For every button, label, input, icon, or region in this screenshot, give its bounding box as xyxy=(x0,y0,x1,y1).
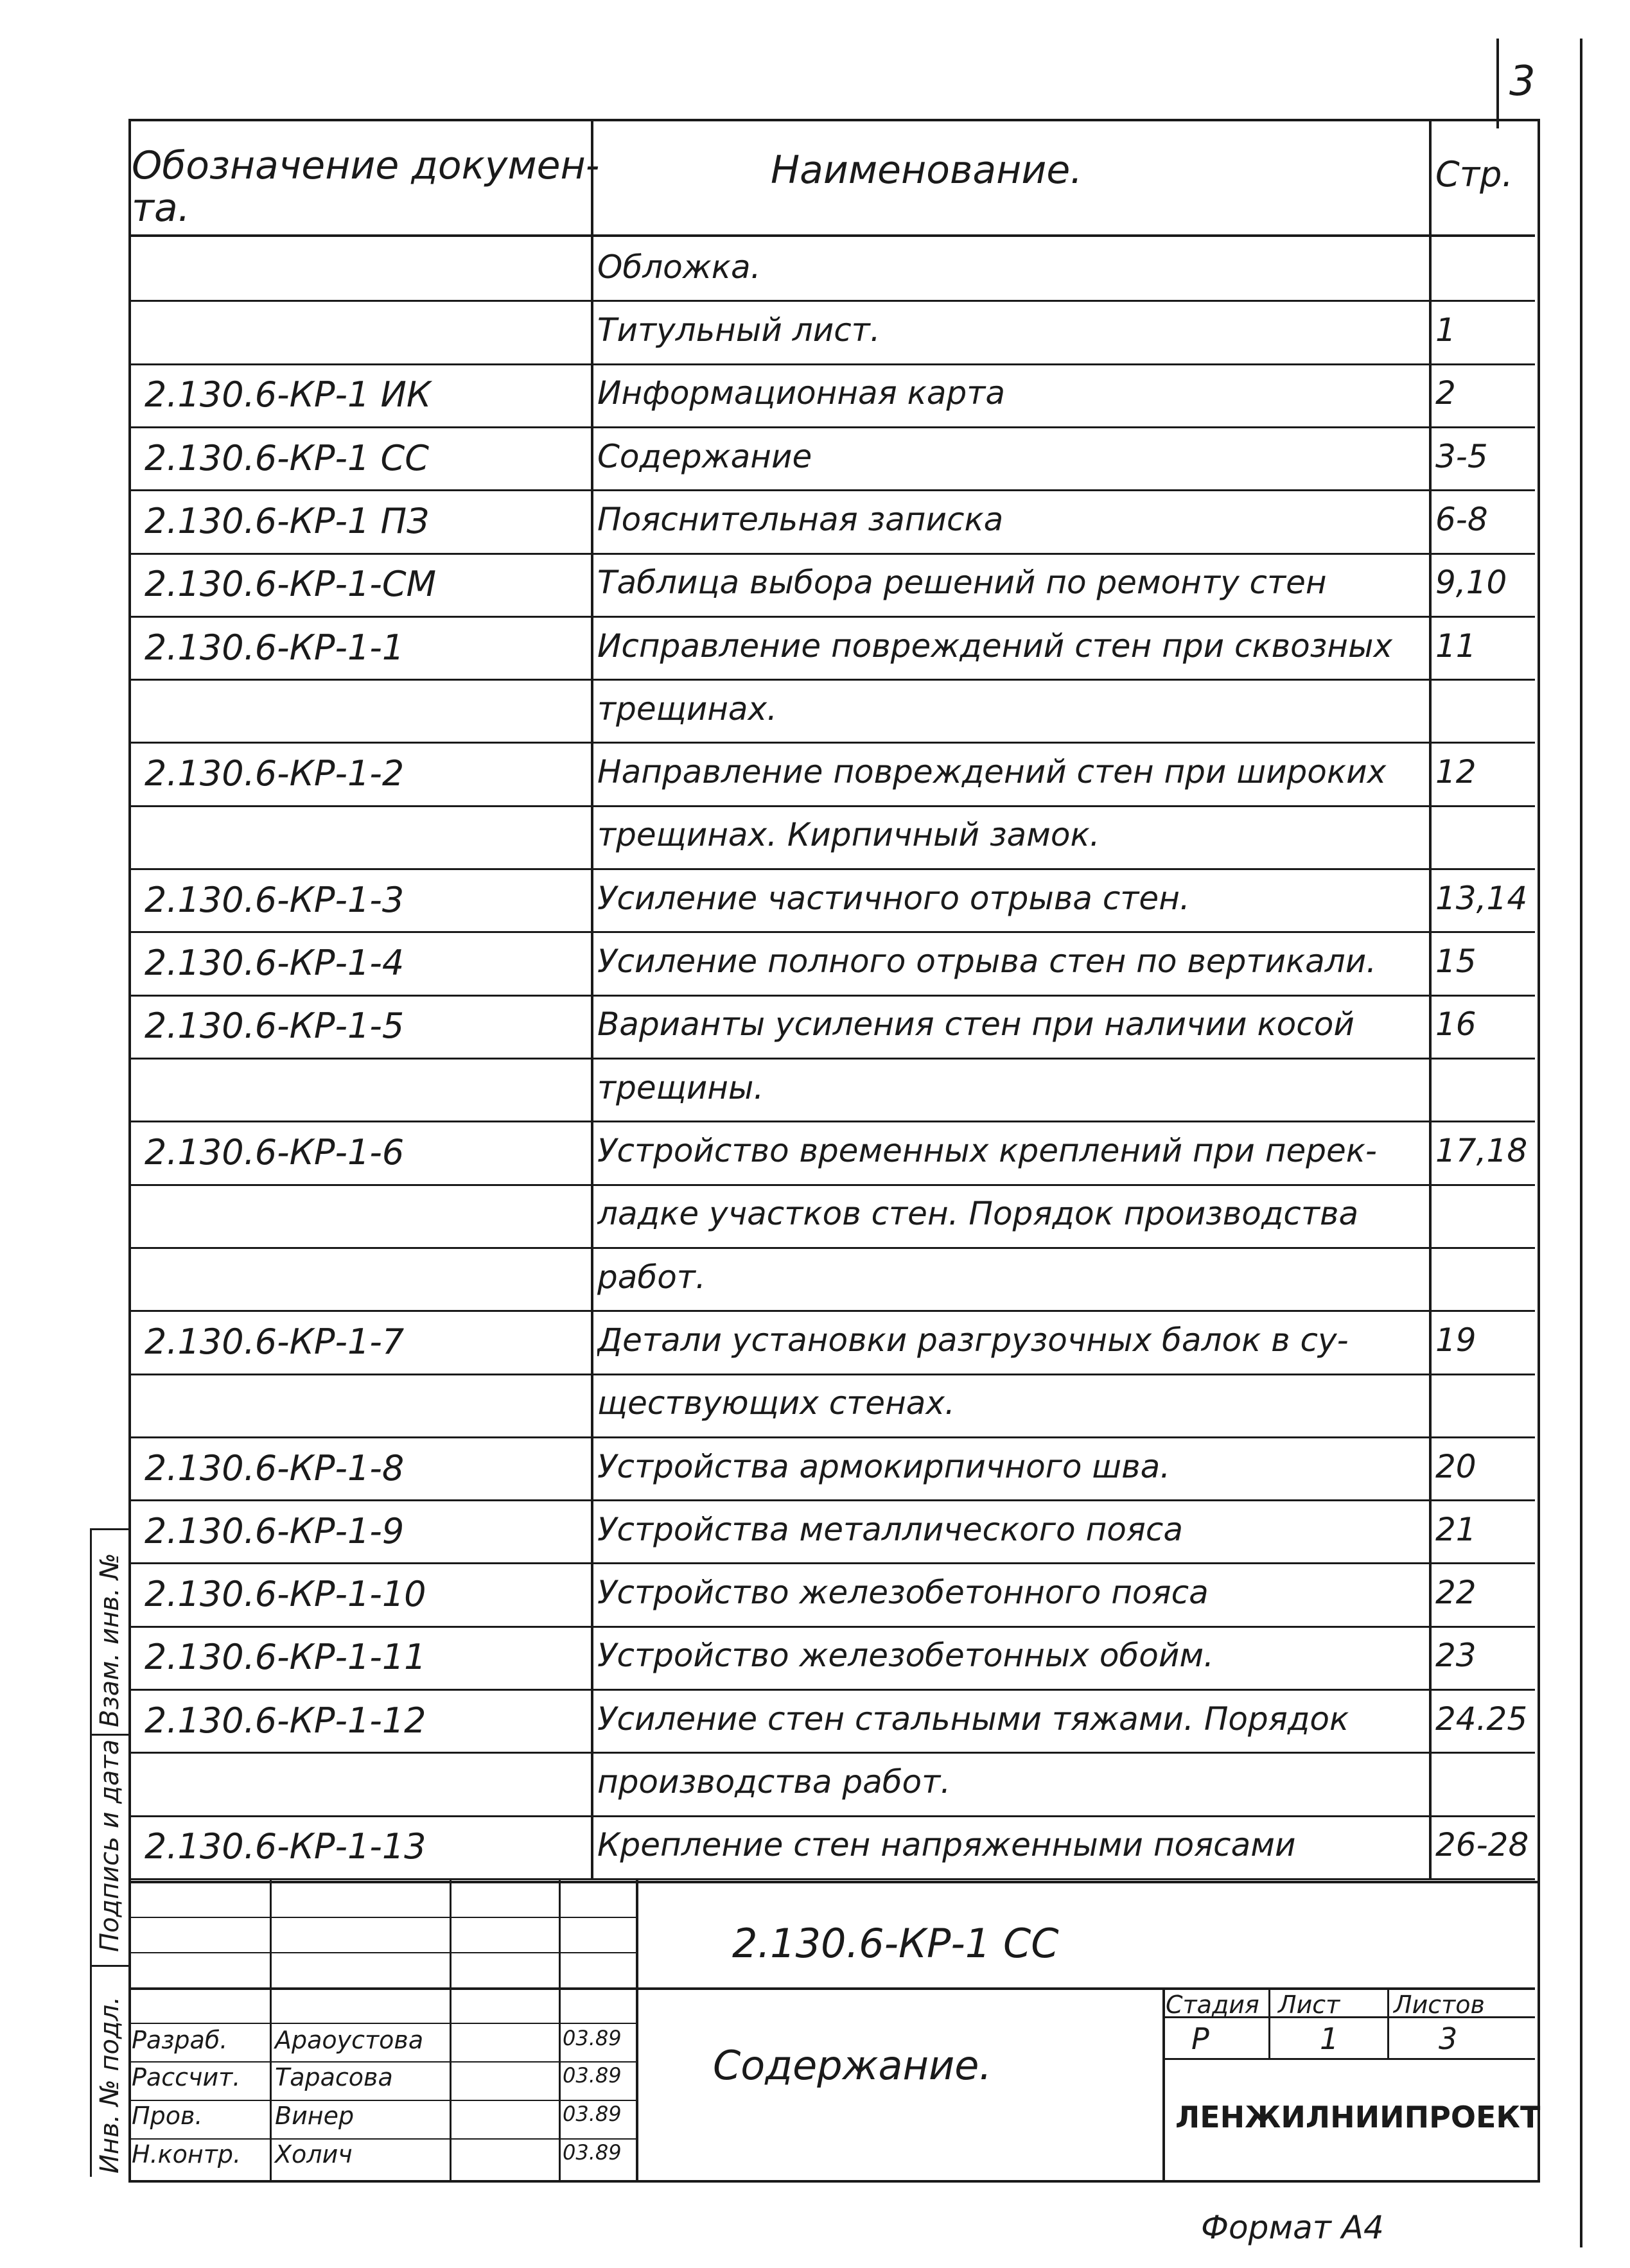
row-name: Информационная карта xyxy=(597,374,1005,412)
row-page: 11 xyxy=(1435,627,1477,665)
row-divider xyxy=(128,1499,1535,1501)
row-code: 2.130.6-КР-1-11 xyxy=(145,1637,426,1677)
row-code: 2.130.6-КР-1 ПЗ xyxy=(145,501,429,541)
stamp-person-name: Холич xyxy=(275,2140,353,2168)
row-divider xyxy=(128,1626,1535,1628)
stamp-person-role: Н.контр. xyxy=(132,2140,241,2168)
stamp-person-role: Пров. xyxy=(132,2102,203,2130)
tb-stage-v1 xyxy=(1268,1987,1270,2058)
row-divider xyxy=(128,742,1535,744)
tb-stage-h2 xyxy=(1162,2058,1535,2060)
header-bottom-line xyxy=(128,234,1535,237)
tb-vert-main xyxy=(636,1878,638,2180)
row-name: Устройство временных креплений при перек- xyxy=(597,1132,1377,1169)
row-name: Таблица выбора решений по ремонту стен xyxy=(597,564,1327,601)
tb-sig-h3 xyxy=(128,2061,636,2063)
row-name: трещины. xyxy=(597,1069,764,1106)
row-page: 15 xyxy=(1435,943,1477,980)
stamp-person-date: 03.89 xyxy=(563,2140,622,2165)
row-divider xyxy=(128,1310,1535,1312)
row-divider xyxy=(128,1247,1535,1249)
row-divider xyxy=(128,300,1535,302)
row-name: Устройство железобетонного пояса xyxy=(597,1574,1209,1611)
stamp-person-role: Разраб. xyxy=(132,2026,228,2054)
row-name: Устройство железобетонных обойм. xyxy=(597,1637,1214,1674)
row-page: 13,14 xyxy=(1435,880,1528,917)
row-name: ществующих стенах. xyxy=(597,1384,955,1422)
tb-sig-h0 xyxy=(128,1917,636,1918)
row-name: Устройства армокирпичного шва. xyxy=(597,1448,1171,1485)
row-page: 26-28 xyxy=(1435,1826,1529,1863)
tb-sig-v1 xyxy=(270,1878,272,2180)
row-divider xyxy=(128,931,1535,933)
row-page: 1 xyxy=(1435,311,1456,349)
row-page: 12 xyxy=(1435,753,1477,790)
row-name: ладке участков стен. Порядок производства xyxy=(597,1195,1359,1232)
tb-sig-v3 xyxy=(559,1878,561,2180)
row-code: 2.130.6-КР-1-СМ xyxy=(145,564,437,604)
row-page: 19 xyxy=(1435,1322,1477,1359)
stamp-person-name: Тарасова xyxy=(275,2063,393,2091)
row-name: Варианты усиления стен при наличии косой xyxy=(597,1006,1354,1043)
row-page: 9,10 xyxy=(1435,564,1507,601)
row-divider xyxy=(128,616,1535,618)
sheet-number-border xyxy=(1496,39,1499,128)
row-page: 3-5 xyxy=(1435,438,1488,475)
row-code: 2.130.6-КР-1-1 xyxy=(145,627,405,668)
stamp-sheets-label: Листов xyxy=(1394,1991,1485,2019)
header-name: Наименование. xyxy=(771,148,1083,193)
row-code: 2.130.6-КР-1-12 xyxy=(145,1700,426,1741)
stamp-sheets: 3 xyxy=(1439,2021,1458,2056)
tb-sig-v2 xyxy=(450,1878,451,2180)
side-strip-sep-1 xyxy=(90,1734,128,1736)
stamp-sheet: 1 xyxy=(1320,2021,1339,2056)
stamp-person-name: Винер xyxy=(275,2102,355,2130)
side-strip-left-line xyxy=(90,1528,92,2177)
stamp-stage-label: Стадия xyxy=(1166,1991,1259,2019)
stamp-title: Содержание. xyxy=(713,2042,992,2089)
col-sep-2 xyxy=(1429,119,1432,1878)
side-label-sign-date: Подпись и дата xyxy=(95,1739,125,1952)
tb-sig-h2 xyxy=(128,2023,636,2024)
header-designation: Обозначение докумен- та. xyxy=(132,143,600,231)
row-divider xyxy=(128,1689,1535,1691)
row-name: Детали установки разгрузочных балок в су- xyxy=(597,1322,1349,1359)
stamp-person-date: 03.89 xyxy=(563,2026,622,2050)
row-name: трещинах. xyxy=(597,690,778,728)
row-name: Усиление полного отрыва стен по вертикали. xyxy=(597,943,1377,980)
side-strip-sep-2 xyxy=(90,1965,128,1967)
row-divider xyxy=(128,1374,1535,1375)
row-name: Устройства металлического пояса xyxy=(597,1511,1184,1548)
row-name: работ. xyxy=(597,1259,706,1296)
row-code: 2.130.6-КР-1-7 xyxy=(145,1322,405,1362)
stamp-doc-code: 2.130.6-КР-1 СС xyxy=(732,1920,1059,1967)
format-label: Формат А4 xyxy=(1201,2209,1384,2246)
row-name: Усиление частичного отрыва стен. xyxy=(597,880,1190,917)
row-name: производства работ. xyxy=(597,1763,951,1801)
row-name: Пояснительная записка xyxy=(597,501,1004,538)
row-divider xyxy=(128,1058,1535,1060)
stamp-person-role: Рассчит. xyxy=(132,2063,241,2091)
row-divider xyxy=(128,1121,1535,1122)
header-page: Стр. xyxy=(1435,154,1513,195)
row-page: 23 xyxy=(1435,1637,1477,1674)
stamp-person-date: 03.89 xyxy=(563,2102,622,2126)
side-label-inv-orig: Инв. № подл. xyxy=(95,1996,125,2174)
row-page: 16 xyxy=(1435,1006,1477,1043)
row-divider xyxy=(128,1752,1535,1754)
row-code: 2.130.6-КР-1-9 xyxy=(145,1511,405,1551)
stamp-person-date: 03.89 xyxy=(563,2063,622,2088)
sheet-number: 3 xyxy=(1509,58,1536,105)
row-page: 22 xyxy=(1435,1574,1477,1611)
row-divider xyxy=(128,868,1535,870)
row-code: 2.130.6-КР-1-6 xyxy=(145,1132,405,1173)
row-code: 2.130.6-КР-1-2 xyxy=(145,753,405,794)
row-page: 6-8 xyxy=(1435,501,1488,538)
row-code: 2.130.6-КР-1 ИК xyxy=(145,374,432,415)
row-name: Исправление повреждений стен при сквозных xyxy=(597,627,1393,665)
row-code: 2.130.6-КР-1-13 xyxy=(145,1826,426,1867)
row-name: Усиление стен стальными тяжами. Порядок xyxy=(597,1700,1349,1738)
row-code: 2.130.6-КР-1-5 xyxy=(145,1006,405,1046)
row-divider xyxy=(128,1184,1535,1186)
tb-sig-h4 xyxy=(128,2100,636,2101)
side-strip-top-line xyxy=(90,1528,128,1530)
row-page: 20 xyxy=(1435,1448,1477,1485)
tb-sig-h5 xyxy=(128,2138,636,2140)
row-code: 2.130.6-КР-1-10 xyxy=(145,1574,426,1614)
row-divider xyxy=(128,1562,1535,1564)
tb-stage-v2 xyxy=(1387,1987,1389,2058)
row-name: Содержание xyxy=(597,438,812,475)
tb-line-doc xyxy=(128,1987,1535,1990)
row-divider xyxy=(128,805,1535,807)
row-page: 24.25 xyxy=(1435,1700,1528,1738)
col-sep-1 xyxy=(591,119,593,1878)
row-divider xyxy=(128,363,1535,365)
stamp-org: ЛЕНЖИЛНИИПРОЕКТ xyxy=(1175,2100,1541,2134)
row-code: 2.130.6-КР-1-4 xyxy=(145,943,405,983)
tb-sig-h1 xyxy=(128,1952,636,1953)
row-divider xyxy=(128,679,1535,681)
row-code: 2.130.6-КР-1 СС xyxy=(145,438,429,478)
right-frame-line xyxy=(1580,39,1582,2247)
row-divider xyxy=(128,995,1535,997)
stamp-sheet-label: Лист xyxy=(1278,1991,1340,2019)
row-divider xyxy=(128,489,1535,491)
side-label-inv-repl: Взам. инв. № xyxy=(95,1553,125,1727)
row-page: 2 xyxy=(1435,374,1456,412)
row-name: Крепление стен напряженными поясами xyxy=(597,1826,1296,1863)
row-page: 21 xyxy=(1435,1511,1477,1548)
stamp-person-name: Араоустова xyxy=(275,2026,424,2054)
row-divider xyxy=(128,1436,1535,1438)
row-divider xyxy=(128,426,1535,428)
row-code: 2.130.6-КР-1-8 xyxy=(145,1448,405,1488)
row-divider xyxy=(128,1815,1535,1817)
row-code: 2.130.6-КР-1-3 xyxy=(145,880,405,920)
row-name: Обложка. xyxy=(597,249,761,286)
row-name: трещинах. Кирпичный замок. xyxy=(597,816,1100,853)
row-page: 17,18 xyxy=(1435,1132,1528,1169)
stamp-stage: Р xyxy=(1191,2021,1209,2056)
row-name: Направление повреждений стен при широких xyxy=(597,753,1387,790)
row-name: Титульный лист. xyxy=(597,311,881,349)
row-divider xyxy=(128,553,1535,555)
